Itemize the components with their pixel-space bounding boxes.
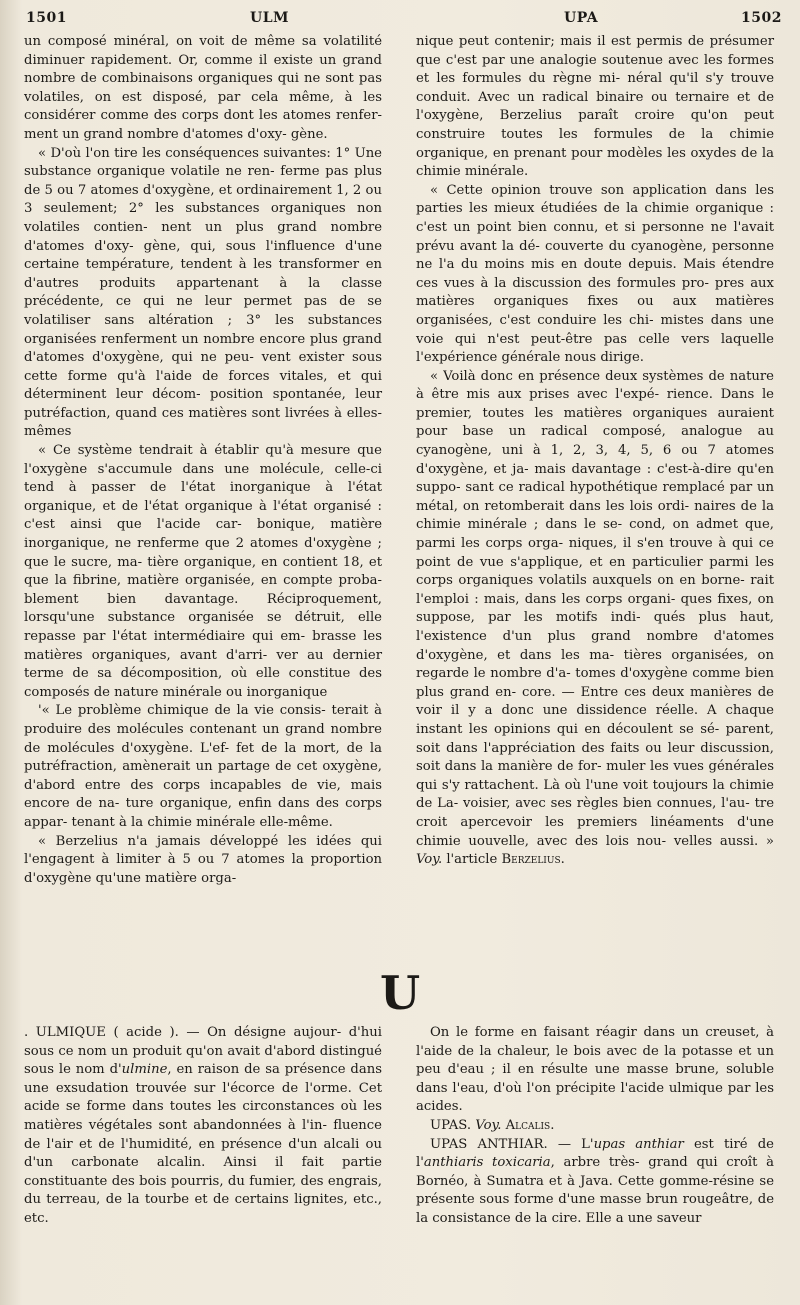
right-running-headword: UPA — [564, 10, 599, 26]
left-page-number: 1501 — [26, 10, 67, 26]
paragraph: « Ce système tendrait à établir qu'à mesure que l'oxygène s'accumule dans une molécule, celle-ci tend à passer de l'état inorganique à l'état organique, et de l'état organique à l'état organisé : c'est ainsi que l'acide car- bonique, matière inorganique, ne renferme que 2 atomes d'oxygène ; que le sucre, ma- tière organique, en contient 18, et que la fibrine, matière organisée, en compte proba- blement bien davantage. Réciproquement, lorsqu'une substance organisée se détruit, elle repasse par l'état intermédiaire qui em- brasse les matières organiques, avant d'arri- ver au dernier terme de sa décomposition, où elle constitue des composés de nature minérale ou inorganique — [24, 443, 382, 700]
cross-reference-berzelius: Berzelius — [501, 852, 561, 868]
left-running-headword: ULM — [250, 10, 290, 26]
running-header — [24, 6, 786, 34]
paragraph: nique peut contenir; mais il est permis de présumer que c'est par une analogie soutenue avec les formes et les formules du règne mi- néral qu'il s'y trouve conduit. Avec un radical binaire ou ternaire et de l'oxygène, Berzelius paraît croire qu'on peut construire toutes les formules de la chimie organique, en prenant pour modèles les oxydes de la chimie minérale. — [416, 34, 774, 180]
italic-term: upas anthiar — [593, 1136, 684, 1152]
left-column-top — [24, 33, 382, 888]
paragraph: « Cette opinion trouve son application dans les parties les mieux étudiées de la chimie organique : c'est un point bien connu, et si personne ne l'avait prévu avant la dé- couverte du cyanogène, personne ne l'a du moins mis en doute depuis. Mais étendre ces vues à la discussion des formules pro- pres aux matières organiques fixes ou aux matières organisées, c'est conduire les chi- mistes dans une voie qui n'est peut-être pas celle vers laquelle l'expérience générale nous dirige. — [416, 182, 774, 366]
entry-headword: . ULMIQUE — [24, 1025, 106, 1040]
italic-term: anthiaris toxicaria — [423, 1155, 551, 1171]
right-column-bottom — [416, 1024, 774, 1229]
entry-headword: UPAS ANTHIAR. — [430, 1136, 548, 1152]
paragraph: « Berzelius n'a jamais développé les idées qui l'engagent à limiter à 5 ou 7 atomes la proportion d'oxygène qu'une matière orga- — [24, 833, 382, 886]
paragraph: On le forme en faisant réagir dans un creuset, à l'aide de la chaleur, le bois avec de la potasse et un peu d'eau ; il en résulte une masse brune, soluble dans l'eau, d'où l'on précipite l'acide ulmique par les acides. — [416, 1025, 774, 1115]
paragraph: '« Le problème chimique de la vie consis- terait à produire des molécules contenant un grand nombre de molécules d'oxygène. L'ef- fet de la mort, de la putréfraction, amènerait un partage de cet oxygène, d'abord entre des corps incapables de vie, mais encore de na- ture organique, enfin dans des corps appar- tenant à la chimie minérale elle-même. — [24, 703, 382, 830]
cross-reference-alcalis: Alcalis — [505, 1117, 551, 1133]
paragraph: un composé minéral, on voit de même sa volatilité diminuer rapidement. Or, comme il existe un grand nombre de combinaisons organiques qui ne sont pas volatiles, on est disposé, par cela même, à les considérer comme des corps dont les atomes renfer- ment un grand nombre d'atomes d'oxy- gène. — [24, 34, 382, 142]
paragraph: « Voilà donc en présence deux systèmes de nature à être mis aux prises avec l'expé- rience. Dans le premier, toutes les matières organiques auraient pour base un radical composé, analogue au cyanogène, uni à 1, 2, 3, 4, 5, 6 ou 7 atomes d'oxygène, et ja- mais davantage : c'est-à-dire qu'en suppo- sant ce radical hypothétique remplacé par un métal, on retomberait dans les lois ordi- naires de la chimie minérale ; dans le se- cond, on admet que, parmi les corps orga- niques, il s'en trouve à qui ce point de vue s'applique, et en particulier parmi les corps organiques volatils auxquels on en borne- rait l'emploi : mais, dans les corps organi- ques fixes, on suppose, par les motifs indi- qués plus haut, l'existence d'un plus grand nombre d'atomes d'oxygène, et dans les ma- tières organisées, on regarde le nombre d'a- tomes d'oxygène comme bien plus grand en- core. — Entre ces deux manières de voir il y a donc une dissidence réelle. A chaque instant les opinions qui en découlent se sé- parent, soit dans l'appréciation des faits ou leur discussion, soit dans la manière de for- muler les vues générales qui s'y rattachent. Là où l'une voit toujours la chimie de La- voisier, avec ses règles bien connues, l'au- tre croit apercevoir les premiers linéaments d'une chimie uouvelle, avec des lois nou- velles aussi. » Voy. l'article Berzelius. — [416, 368, 774, 868]
paragraph-text: « Voilà donc en présence deux systèmes de nature à être mis aux prises avec l'expé- rience. Dans le premier, toutes les matières organiques auraient pour base un radical composé, analogue au cyanogène, uni à 1, 2, 3, 4, 5, 6 ou 7 atomes d'oxygène, et ja- mais davantage : c'est-à-dire qu'en suppo- sant ce radical hypothétique remplacé par un métal, on retomberait dans les lois ordi- naires de la chimie minérale ; dans le se- cond, on admet que, parmi les corps orga- niques, il s'en trouve à qui ce point de vue s'applique, et en particulier parmi les corps organiques volatils auxquels on en borne- rait l'emploi : mais, dans les corps organi- ques fixes, on suppose, par les motifs indi- qués plus haut, l'existence d'un plus grand nombre d'atomes d'oxygène, et dans les ma- tières organisées, on regarde le nombre d'a- tomes d'oxygène comme bien plus grand en- core. — Entre ces deux manières de voir il y a donc une dissidence réelle. A chaque instant les opinions qui en découlent se sé- parent, soit dans l'appréciation des faits ou leur discussion, soit dans la manière de for- muler les vues générales qui s'y rattachent. Là où l'une voit toujours la chimie de La- voisier, avec ses règles bien connues, l'au- tre croit apercevoir les premiers linéaments d'une chimie uouvelle, avec des lois nou- velles aussi. » — [416, 368, 774, 849]
italic-term: ulmine — [121, 1062, 168, 1078]
right-column-top — [416, 33, 774, 870]
voy-reference: Voy. — [416, 852, 443, 868]
entry-headword: UPAS. — [430, 1117, 472, 1133]
entry-upas: UPAS. Voy. Alcalis. — [430, 1117, 555, 1133]
entry-ulmique: . ULMIQUE ( acide ). — On désigne aujour- d'hui sous ce nom un produit qu'on avait d'abord distingué sous le nom d'ulmine, en raison de sa présence dans une exsudation trouvée sur l'écorce de l'orme. Cet acide se forme dans toutes les circonstances où les matières végétales sont abandonnées à l'in- fluence de l'air et de l'humidité, en présence d'un alcali ou d'un carbonate alcalin. Ainsi il fait partie constituante des bois pourris, du fumier, des engrais, du terreau, de la tourbe et de certains lignites, etc., etc. — [24, 1025, 382, 1226]
voy-reference: Voy. — [475, 1117, 502, 1133]
entry-upas-anthiar: UPAS ANTHIAR. — L'upas anthiar est tiré de l'anthiaris toxicaria, arbre très- grand qui croît à Bornéo, à Sumatra et à Java. Cette gomme-résine se présente sous forme d'une masse brun rougeâtre, de la consistance de la cire. Elle a une saveur — [416, 1136, 774, 1226]
right-page-number: 1502 — [741, 10, 782, 26]
left-column-bottom — [24, 1024, 382, 1229]
section-letter-heading: U — [379, 966, 421, 1020]
reference-text: l'article — [442, 852, 502, 868]
paragraph: « D'où l'on tire les conséquences suivantes: 1° Une substance organique volatile ne ren- ferme pas plus de 5 ou 7 atomes d'oxygène, et ordinairement 1, 2 ou 3 seulement; 2° les substances organiques non volatiles contien- nent un plus grand nombre d'atomes d'oxy- gène, qui, sous l'influence d'une certaine température, tendent à les transformer en d'autres produits appartenant à la classe précédente, ce qui ne leur permet pas de se volatiliser sans altération ; 3° les substances organisées renferment un nombre encore plus grand d'atomes d'oxygène, qui ne peu- vent exister sous cette forme qu'à l'aide de forces vitales, et qui déterminent leur décom- position spontanée, leur putréfaction, quand ces matières sont livrées à elles-mêmes — [24, 145, 382, 440]
